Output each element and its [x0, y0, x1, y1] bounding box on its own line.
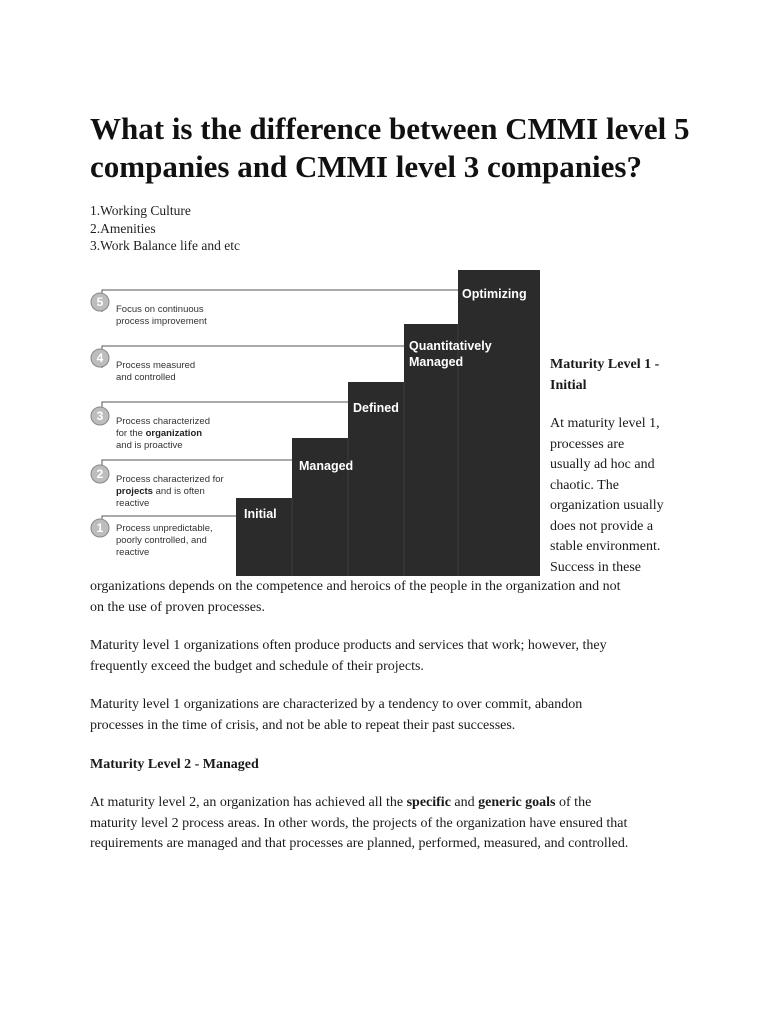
list-item: 2.Amenities: [90, 220, 156, 236]
maturity-level-1-paragraph-3: Maturity level 1 organizations are characterized by a tendency to over commit, abandon processes in the time of crisis, and not be able to repeat their past successes.: [90, 697, 583, 733]
svg-text:Process characterized for: Process characterized for: [116, 474, 224, 485]
cmmi-maturity-diagram: [88, 270, 540, 576]
level-4-badge: [91, 349, 109, 367]
svg-text:5: 5: [96, 295, 104, 309]
maturity-level-2-heading: Maturity Level 2 - Managed: [90, 757, 259, 772]
svg-text:3: 3: [96, 409, 104, 423]
svg-text:Process characterized: Process characterized: [116, 416, 210, 427]
maturity-level-1-heading: Maturity Level 1 - Initial: [550, 357, 660, 393]
step-label-managed: Managed: [299, 459, 354, 473]
svg-text:Focus on continuous: Focus on continuous: [116, 304, 204, 315]
svg-text:process improvement: process improvement: [116, 316, 207, 327]
level-2-description: [116, 474, 224, 509]
list-item: 3.Work Balance life and etc: [90, 238, 240, 253]
step-label-quantitatively-managed: Quantitatively: [409, 339, 492, 353]
level-5-badge: [91, 293, 109, 311]
maturity-level-2-paragraph: At maturity level 2, an organization has achieved all the specific and generic goals of the maturity level 2 process areas. In other words, the projects of the organization have ensured that requirements are managed and that processes are planned, performed, measured, and controlled.: [90, 795, 629, 851]
step-label-defined: Defined: [353, 401, 399, 415]
level-1-description: [116, 523, 213, 558]
svg-text:4: 4: [96, 351, 104, 365]
svg-text:1: 1: [96, 521, 104, 535]
svg-text:for the organization: for the organization: [116, 428, 203, 439]
svg-text:reactive: reactive: [116, 498, 150, 509]
svg-text:2: 2: [96, 467, 104, 481]
staircase-shape: [236, 270, 540, 576]
level-3-badge: [91, 407, 109, 425]
svg-text:and is proactive: and is proactive: [116, 440, 183, 451]
page-title: What is the difference between CMMI level 5 companies and CMMI level 3 companies?: [90, 111, 690, 184]
svg-text:projects and is often: projects and is often: [116, 486, 205, 497]
reasons-list: [90, 202, 240, 255]
svg-text:and controlled: and controlled: [116, 372, 176, 383]
level-2-badge: [91, 465, 109, 483]
step-label-initial: Initial: [244, 507, 277, 521]
svg-text:poorly controlled, and: poorly controlled, and: [116, 535, 207, 546]
maturity-level-1-paragraph-2: Maturity level 1 organizations often produce products and services that work; however, they frequently exceed the budget and schedule of their projects.: [90, 638, 607, 674]
level-5-description: [116, 304, 207, 327]
svg-text:Process unpredictable,: Process unpredictable,: [116, 523, 213, 534]
level-1-badge: [91, 519, 109, 537]
step-label-quantitatively-managed-2: Managed: [409, 355, 464, 369]
level-4-description: [116, 360, 195, 383]
level-3-description: [116, 416, 210, 451]
step-label-optimizing: Optimizing: [462, 287, 527, 301]
svg-text:reactive: reactive: [116, 547, 150, 558]
maturity-level-1-side-text: At maturity level 1, processes are usually ad hoc and chaotic. The organization usually does not provide a stable environment. Success in these: [550, 416, 664, 575]
list-item: 1.Working Culture: [90, 203, 191, 218]
maturity-level-1-continuation: organizations depends on the competence and heroics of the people in the organization and not on the use of proven processes.: [90, 579, 621, 615]
svg-text:Process measured: Process measured: [116, 360, 196, 371]
